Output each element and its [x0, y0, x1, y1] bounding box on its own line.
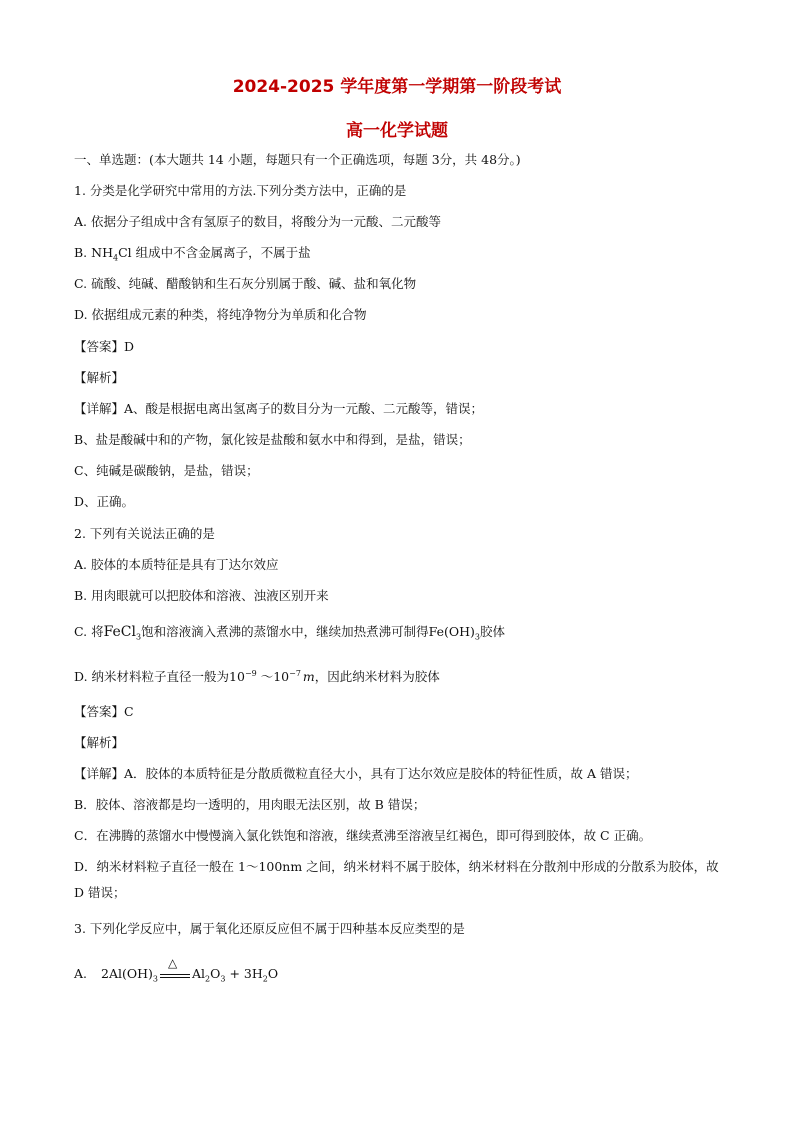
question-1-detail-b: B、盐是酸碱中和的产物，氯化铵是盐酸和氨水中和得到，是盐，错误；	[74, 432, 471, 447]
question-3-option-a	[74, 955, 279, 988]
product-2-o: O	[267, 966, 279, 981]
product-1-o: O	[210, 966, 221, 981]
question-2-option-a: A. 胶体的本质特征是具有丁达尔效应	[74, 557, 279, 572]
question-1-option-a: A. 依据分子组成中含有氢原子的数目，将酸分为一元酸、二元酸等	[74, 214, 441, 229]
page-title: 2024-2025 学年度第一学期第一阶段考试	[232, 77, 562, 97]
product-2: + 3H	[225, 966, 263, 981]
option-c-middle: 饱和溶液滴入煮沸的蒸馏水中，继续加热煮沸可制得	[141, 624, 429, 639]
power-base: 10	[229, 669, 245, 685]
option-c-suffix: 胶体	[480, 624, 506, 639]
formula-fecl3: FeCl	[103, 624, 137, 640]
power-base: 10	[273, 669, 290, 685]
question-1-stem: 1. 分类是化学研究中常用的方法.下列分类方法中，正确的是	[74, 183, 407, 198]
option-d-prefix: D. 纳米材料粒子直径一般为	[74, 669, 230, 685]
question-2-option-b: B. 用肉眼就可以把胶体和溶液、浊液区别开来	[74, 588, 329, 603]
question-1-detail-a: 【详解】A、酸是根据电离出氢离子的数目分为一元酸、二元酸等，错误；	[74, 401, 484, 416]
question-3-stem: 3. 下列化学反应中，属于氧化还原反应但不属于四种基本反应类型的是	[74, 921, 465, 936]
exponent: −9	[244, 669, 257, 678]
question-2-option-d	[74, 666, 440, 685]
option-b-text-rest: Cl 组成中不含金属离子，不属于盐	[118, 245, 311, 260]
subscript: 2	[205, 974, 211, 984]
subscript: 3	[136, 632, 142, 642]
unit-m: m	[302, 669, 315, 685]
question-2-detail-c: C．在沸腾的蒸馏水中慢慢滴入氯化铁饱和溶液，继续煮沸至溶液呈红褐色，即可得到胶体，故 C 正确。	[74, 828, 652, 843]
question-1-option-b	[74, 245, 311, 267]
subscript: 4	[112, 253, 119, 263]
option-d-suffix: ，因此纳米材料为胶体	[314, 669, 440, 685]
question-2-stem: 2. 下列有关说法正确的是	[74, 526, 215, 541]
question-1-analysis-label: 【解析】	[74, 370, 125, 385]
question-2-detail-b: B．胶体、溶液都是均一透明的，用肉眼无法区别，故 B 错误；	[74, 797, 426, 812]
delta-icon: △	[168, 955, 178, 970]
question-2-detail-a: 【详解】A．胶体的本质特征是分散质微粒直径大小，具有丁达尔效应是胶体的特征性质，故 A 错误；	[74, 766, 638, 781]
question-1-answer: 【答案】D	[74, 339, 135, 354]
heat-equals-sign	[160, 955, 190, 981]
option-c-prefix: C. 将	[74, 624, 104, 639]
exponent: −7	[289, 669, 301, 678]
reactant: 2Al(OH)	[101, 966, 153, 981]
formula-feoh3: Fe(OH)	[428, 624, 475, 639]
option-b-text: B. NH	[74, 245, 113, 260]
page-subtitle: 高一化学试题	[346, 121, 448, 141]
section-heading: 一、单选题：(本大题共 14 小题，每题只有一个正确选项，每题 3分，共 48分。)	[74, 152, 521, 167]
subscript: 3	[220, 974, 226, 984]
subscript: 2	[262, 974, 268, 984]
tilde: ～	[256, 669, 274, 685]
subscript: 3	[152, 974, 158, 984]
question-1-option-c: C. 硫酸、纯碱、醋酸钠和生石灰分别属于酸、碱、盐和氧化物	[74, 276, 417, 291]
question-1-detail-c: C、纯碱是碳酸钠，是盐，错误；	[74, 463, 259, 478]
question-2-analysis-label: 【解析】	[74, 735, 125, 750]
question-2-option-c	[74, 624, 505, 646]
question-2-detail-d: D．纳米材料粒子直径一般在 1～100nm 之间，纳米材料不属于胶体，纳米材料在分散剂中形成的分散系为胶体，故 D 错误；	[74, 859, 719, 900]
question-2-answer: 【答案】C	[74, 704, 134, 719]
subscript: 3	[474, 632, 481, 642]
product-1: Al	[192, 966, 206, 981]
question-1-option-d: D. 依据组成元素的种类，将纯净物分为单质和化合物	[74, 307, 367, 322]
question-1-detail-d: D、正确。	[74, 494, 135, 509]
option-a-label: A.	[74, 966, 88, 981]
